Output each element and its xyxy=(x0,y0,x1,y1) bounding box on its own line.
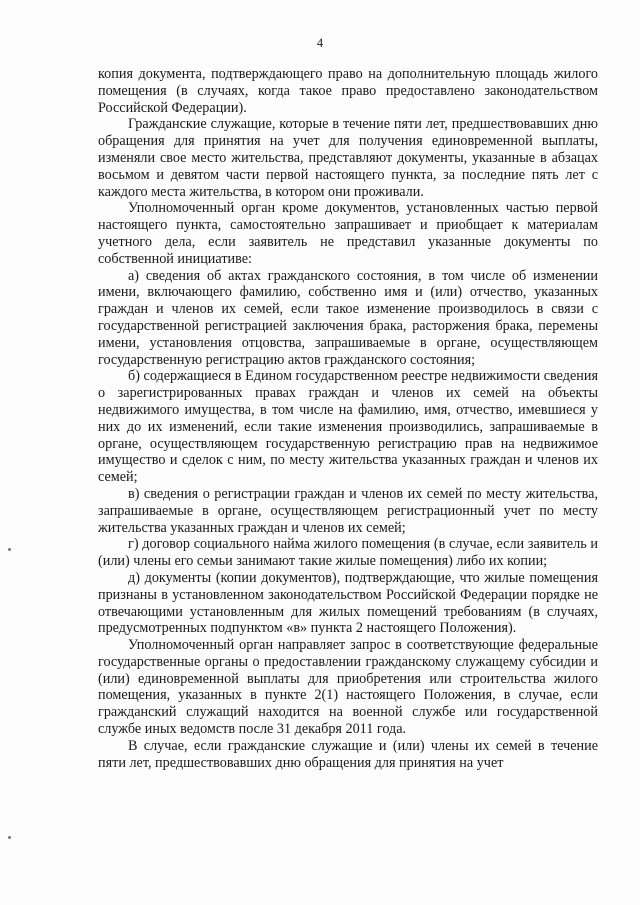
document-body xyxy=(98,66,598,771)
paragraph-final: В случае, если гражданские служащие и (или) члены их семей в течение пяти лет, предшествовавших дню обращения для принятия на учет xyxy=(98,737,598,771)
paragraph-3: Уполномоченный орган кроме документов, установленных частью первой настоящего пункта, самостоятельно запрашивает и приобщает к материалам учетного дела, если заявитель не представил указанные документы по собственной инициативе: xyxy=(98,200,598,267)
paragraph-item-a: а) сведения об актах гражданского состояния, в том числе об изменении имени, включающего фамилию, собственно имя и (или) отчество, указанных граждан и членов их семей, если такое изменение производилось в связи с государственной регистрацией заключения брака, расторжения брака, перемены имени, установления отцовства, запрашиваемые в органе, осуществляющем государственную регистрацию актов гражданского состояния; xyxy=(98,267,598,368)
paragraph-item-v: в) сведения о регистрации граждан и членов их семей по месту жительства, запрашиваемые в органе, осуществляющем регистрационный учет по месту жительства указанных граждан и членов их семей; xyxy=(98,485,598,536)
paragraph-request: Уполномоченный орган направляет запрос в соответствующие федеральные государственные органы о предоставлении гражданскому служащему субсидии и (или) единовременной выплаты для приобретения или строительства жилого помещения, указанных в пункте 2(1) настоящего Положения, в случае, если гражданский служащий находится на военной службе или государственной службе иных ведомств после 31 декабря 2011 года. xyxy=(98,637,598,738)
paragraph-2: Гражданские служащие, которые в течение пяти лет, предшествовавших дню обращения для принятия на учет для получения единовременной выплаты, изменяли свое место жительства, представляют документы, указанные в абзацах восьмом и девятом части первой настоящего пункта, за последние пять лет с каждого места жительства, в котором они проживали. xyxy=(98,116,598,200)
scan-speck xyxy=(8,548,11,551)
paragraph-item-g: г) договор социального найма жилого помещения (в случае, если заявитель и (или) члены его семьи занимают такие жилые помещения) либо их копии; xyxy=(98,536,598,570)
paragraph-item-b: б) содержащиеся в Едином государственном реестре недвижимости сведения о зарегистрированных правах граждан и членов их семей на объекты недвижимого имущества, в том числе на фамилию, имя, отчество, имевшиеся у них до их изменений, если такие изменения производились, запрашиваемые в органе, осуществляющем государственную регистрацию прав на недвижимое имущество и сделок с ним, по месту жительства указанных граждан и членов их семей; xyxy=(98,368,598,486)
page-number: 4 xyxy=(316,36,324,50)
paragraph-1: копия документа, подтверждающего право на дополнительную площадь жилого помещения (в случаях, когда такое право предоставлено законодательством Российской Федерации). xyxy=(98,66,598,116)
scan-speck xyxy=(8,836,11,839)
paragraph-item-d: д) документы (копии документов), подтверждающие, что жилые помещения признаны в установленном законодательством Российской Федерации порядке не отвечающими установленным для жилых помещений требованиям (в случаях, предусмотренных подпунктом «в» пункта 2 настоящего Положения). xyxy=(98,569,598,637)
